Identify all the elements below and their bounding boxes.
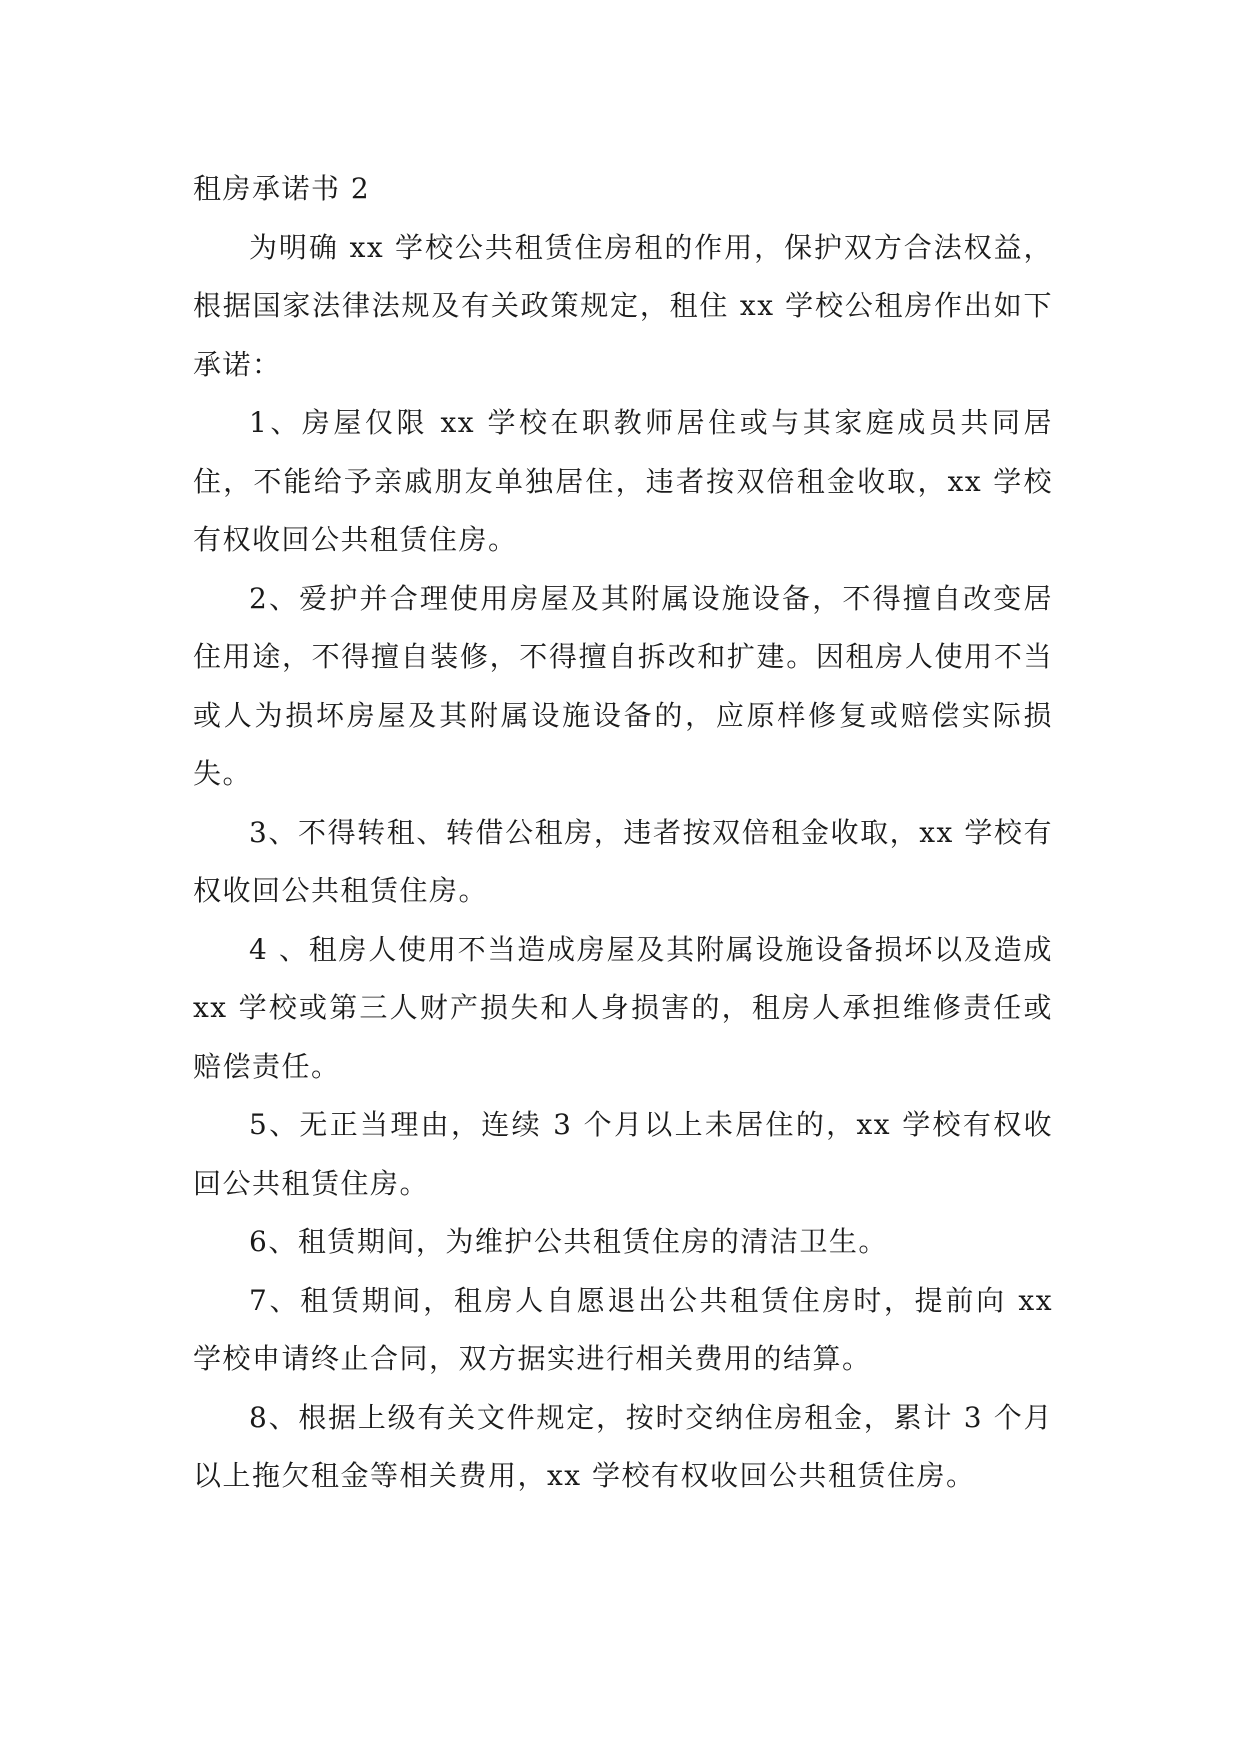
clause-3: 3、不得转租、转借公租房，违者按双倍租金收取，xx 学校有权收回公共租赁住房。	[193, 815, 1053, 907]
clause-1: 1、房屋仅限 xx 学校在职教师居住或与其家庭成员共同居住，不能给予亲戚朋友单独居住，违者按双倍租金收取，xx 学校有权收回公共租赁住房。	[193, 406, 1053, 556]
clause-5: 5、无正当理由，连续 3 个月以上未居住的，xx 学校有权收回公共租赁住房。	[193, 1108, 1053, 1200]
clause-7: 7、租赁期间，租房人自愿退出公共租赁住房时，提前向 xx 学校申请终止合同，双方据实进行相关费用的结算。	[193, 1283, 1053, 1375]
clause-4: 4 、租房人使用不当造成房屋及其附属设施设备损坏以及造成 xx 学校或第三人财产损失和人身损害的，租房人承担维修责任或赔偿责任。	[193, 932, 1053, 1083]
intro-paragraph: 为明确 xx 学校公共租赁住房租的作用，保护双方合法权益，根据国家法律法规及有关政策规定，租住 xx 学校公租房作出如下承诺：	[193, 230, 1053, 381]
clause-2: 2、爱护并合理使用房屋及其附属设施设备，不得擅自改变居住用途，不得擅自装修，不得擅自拆改和扩建。因租房人使用不当或人为损坏房屋及其附属设施设备的，应原样修复或赔偿实际损失。	[193, 581, 1053, 790]
clause-8: 8、根据上级有关文件规定，按时交纳住房租金，累计 3 个月以上拖欠租金等相关费用，xx 学校有权收回公共租赁住房。	[193, 1400, 1053, 1492]
clause-6: 6、租赁期间，为维护公共租赁住房的清洁卫生。	[249, 1225, 888, 1258]
document-body	[193, 160, 1053, 1506]
document-title: 租房承诺书 2	[193, 172, 371, 205]
